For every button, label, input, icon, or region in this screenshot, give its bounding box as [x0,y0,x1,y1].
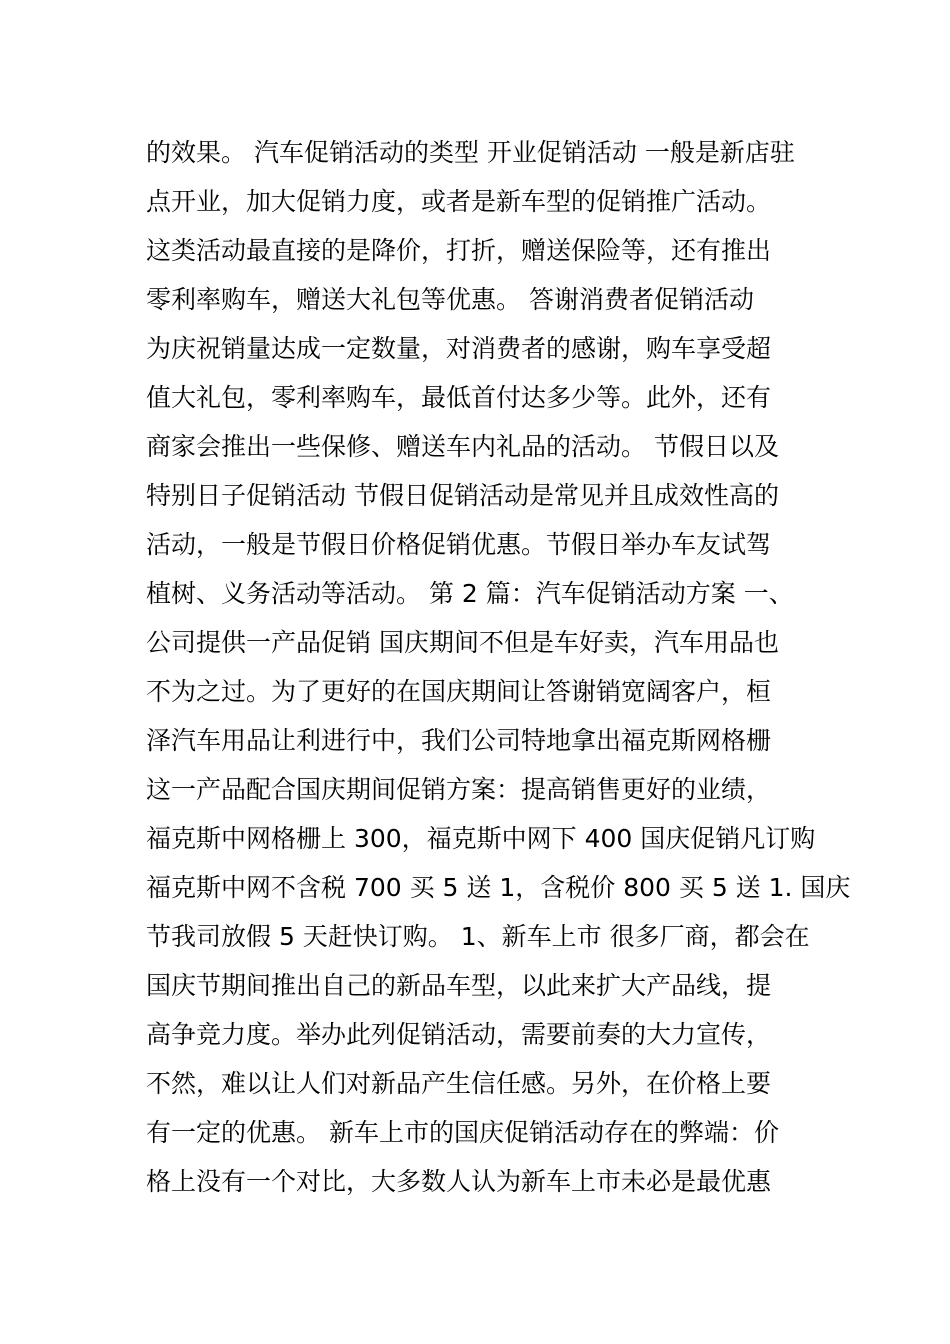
text-line-20: 不然，难以让人们对新品产生信任感。另外，在价格上要 [146,1069,772,1098]
body-text [146,128,851,1206]
text-line-6: 值大礼包，零利率购车，最低首付达多少等。此外，还有 [146,383,772,412]
text-line-4: 零利率购车，赠送大礼包等优惠。 答谢消费者促销活动 [146,285,754,314]
text-line-19: 高争竞力度。举办此列促销活动，需要前奏的大力宣传， [146,1020,772,1049]
text-line-9: 活动，一般是节假日价格促销优惠。节假日举办车友试驾 [146,530,772,559]
text-line-22: 格上没有一个对比，大多数人认为新车上市未必是最优惠 [146,1167,772,1196]
text-line-21: 有一定的优惠。 新车上市的国庆促销活动存在的弊端：价 [146,1118,779,1147]
text-line-16: 福克斯中网不含税 700 买 5 送 1，含税价 800 买 5 送 1. 国庆 [146,873,851,902]
text-line-10: 植树、义务活动等活动。 第 2 篇：汽车促销活动方案 一、 [146,579,794,608]
text-line-18: 国庆节期间推出自己的新品车型，以此来扩大产品线，提 [146,971,772,1000]
text-line-17: 节我司放假 5 天赶快订购。 1、新车上市 很多厂商，都会在 [146,922,810,951]
text-line-12: 不为之过。为了更好的在国庆期间让答谢销宽阔客户，桓 [146,677,772,706]
text-line-8: 特别日子促销活动 节假日促销活动是常见并且成效性高的 [146,481,779,510]
text-line-11: 公司提供一产品促销 国庆期间不但是车好卖，汽车用品也 [146,628,779,657]
text-line-1: 的效果。 汽车促销活动的类型 开业促销活动 一般是新店驻 [146,138,795,167]
text-line-13: 泽汽车用品让利进行中，我们公司特地拿出福克斯网格栅 [146,726,772,755]
text-line-5: 为庆祝销量达成一定数量，对消费者的感谢，购车享受超 [146,334,772,363]
text-line-14: 这一产品配合国庆期间促销方案：提高销售更好的业绩， [146,775,772,804]
text-line-15: 福克斯中网格栅上 300，福克斯中网下 400 国庆促销凡订购 [146,824,816,853]
text-line-2: 点开业，加大促销力度，或者是新车型的促销推广活动。 [146,187,772,216]
text-line-3: 这类活动最直接的是降价，打折，赠送保险等，还有推出 [146,236,772,265]
text-line-7: 商家会推出一些保修、赠送车内礼品的活动。 节假日以及 [146,432,779,461]
